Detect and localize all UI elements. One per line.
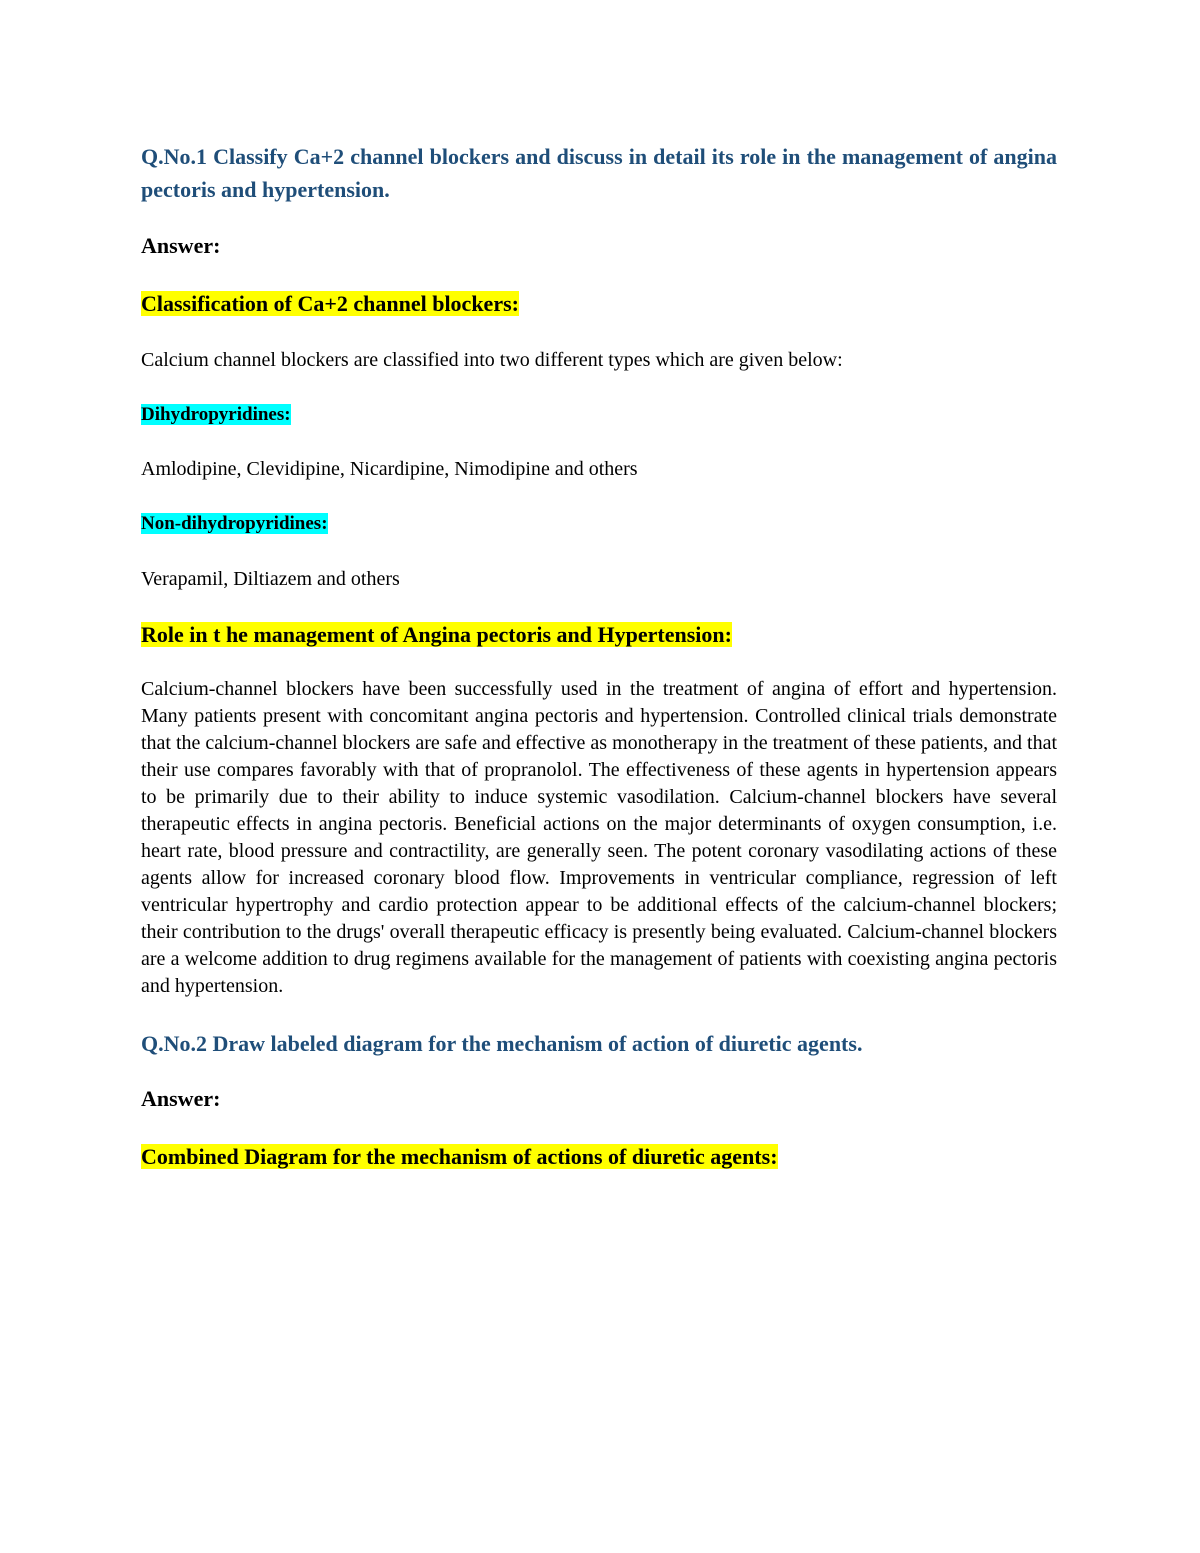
classification-intro: Calcium channel blockers are classified into two different types which are given below:: [141, 349, 843, 371]
type-heading-dihydropyridines-text: Dihydropyridines:: [141, 404, 291, 425]
type-heading-dihydropyridines: [141, 401, 1057, 429]
classification-heading-text: Classification of Ca+2 channel blockers:: [141, 291, 519, 316]
role-paragraph: Calcium-channel blockers have been successfully used in the treatment of angina of effort and hypertension. Many patients present with concomitant angina pectoris and hypertension. Controlled clinical trials demonstrate that the calcium-channel blockers are safe and effective as monotherapy in the treatment of these patients, and that their use compares favorably with that of propranolol. The effectiveness of these agents in hypertension appears to be primarily due to their ability to induce systemic vasodilation. Calcium-channel blockers have several therapeutic effects in angina pectoris. Beneficial actions on the major determinants of oxygen consumption, i.e. heart rate, blood pressure and contractility, are generally seen. The potent coronary vasodilating actions of these agents allow for increased coronary blood flow. Improvements in ventricular compliance, regression of left ventricular hypertrophy and cardio protection appear to be additional effects of the calcium-channel blockers; their contribution to the drugs' overall therapeutic efficacy is presently being evaluated. Calcium-channel blockers are a welcome addition to drug regimens available for the management of patients with coexisting angina pectoris and hypertension.: [141, 678, 1057, 997]
type-examples-dihydropyridines: Amlodipine, Clevidipine, Nicardipine, Nimodipine and others: [141, 458, 638, 480]
type-heading-non-dihydropyridines-text: Non-dihydropyridines:: [141, 513, 328, 534]
type-examples-non-dihydropyridines: Verapamil, Diltiazem and others: [141, 568, 400, 590]
answer-label: Answer:: [141, 233, 221, 258]
diagram-heading-text: Combined Diagram for the mechanism of actions of diuretic agents:: [141, 1144, 778, 1169]
question-1-title: Q.No.1 Classify Ca+2 channel blockers and discuss in detail its role in the management of angina pectoris and hypertension.: [141, 144, 1057, 202]
classification-heading: [141, 289, 1057, 319]
role-heading-text: Role in t he management of Angina pectoris and Hypertension:: [141, 622, 732, 647]
question-2-title: Q.No.2 Draw labeled diagram for the mechanism of action of diuretic agents.: [141, 1031, 863, 1056]
diagram-heading: [141, 1142, 1057, 1172]
document-page: [141, 140, 1057, 1172]
answer-label-2: Answer:: [141, 1086, 221, 1111]
type-heading-non-dihydropyridines: [141, 510, 1057, 538]
role-heading: [141, 620, 1057, 650]
